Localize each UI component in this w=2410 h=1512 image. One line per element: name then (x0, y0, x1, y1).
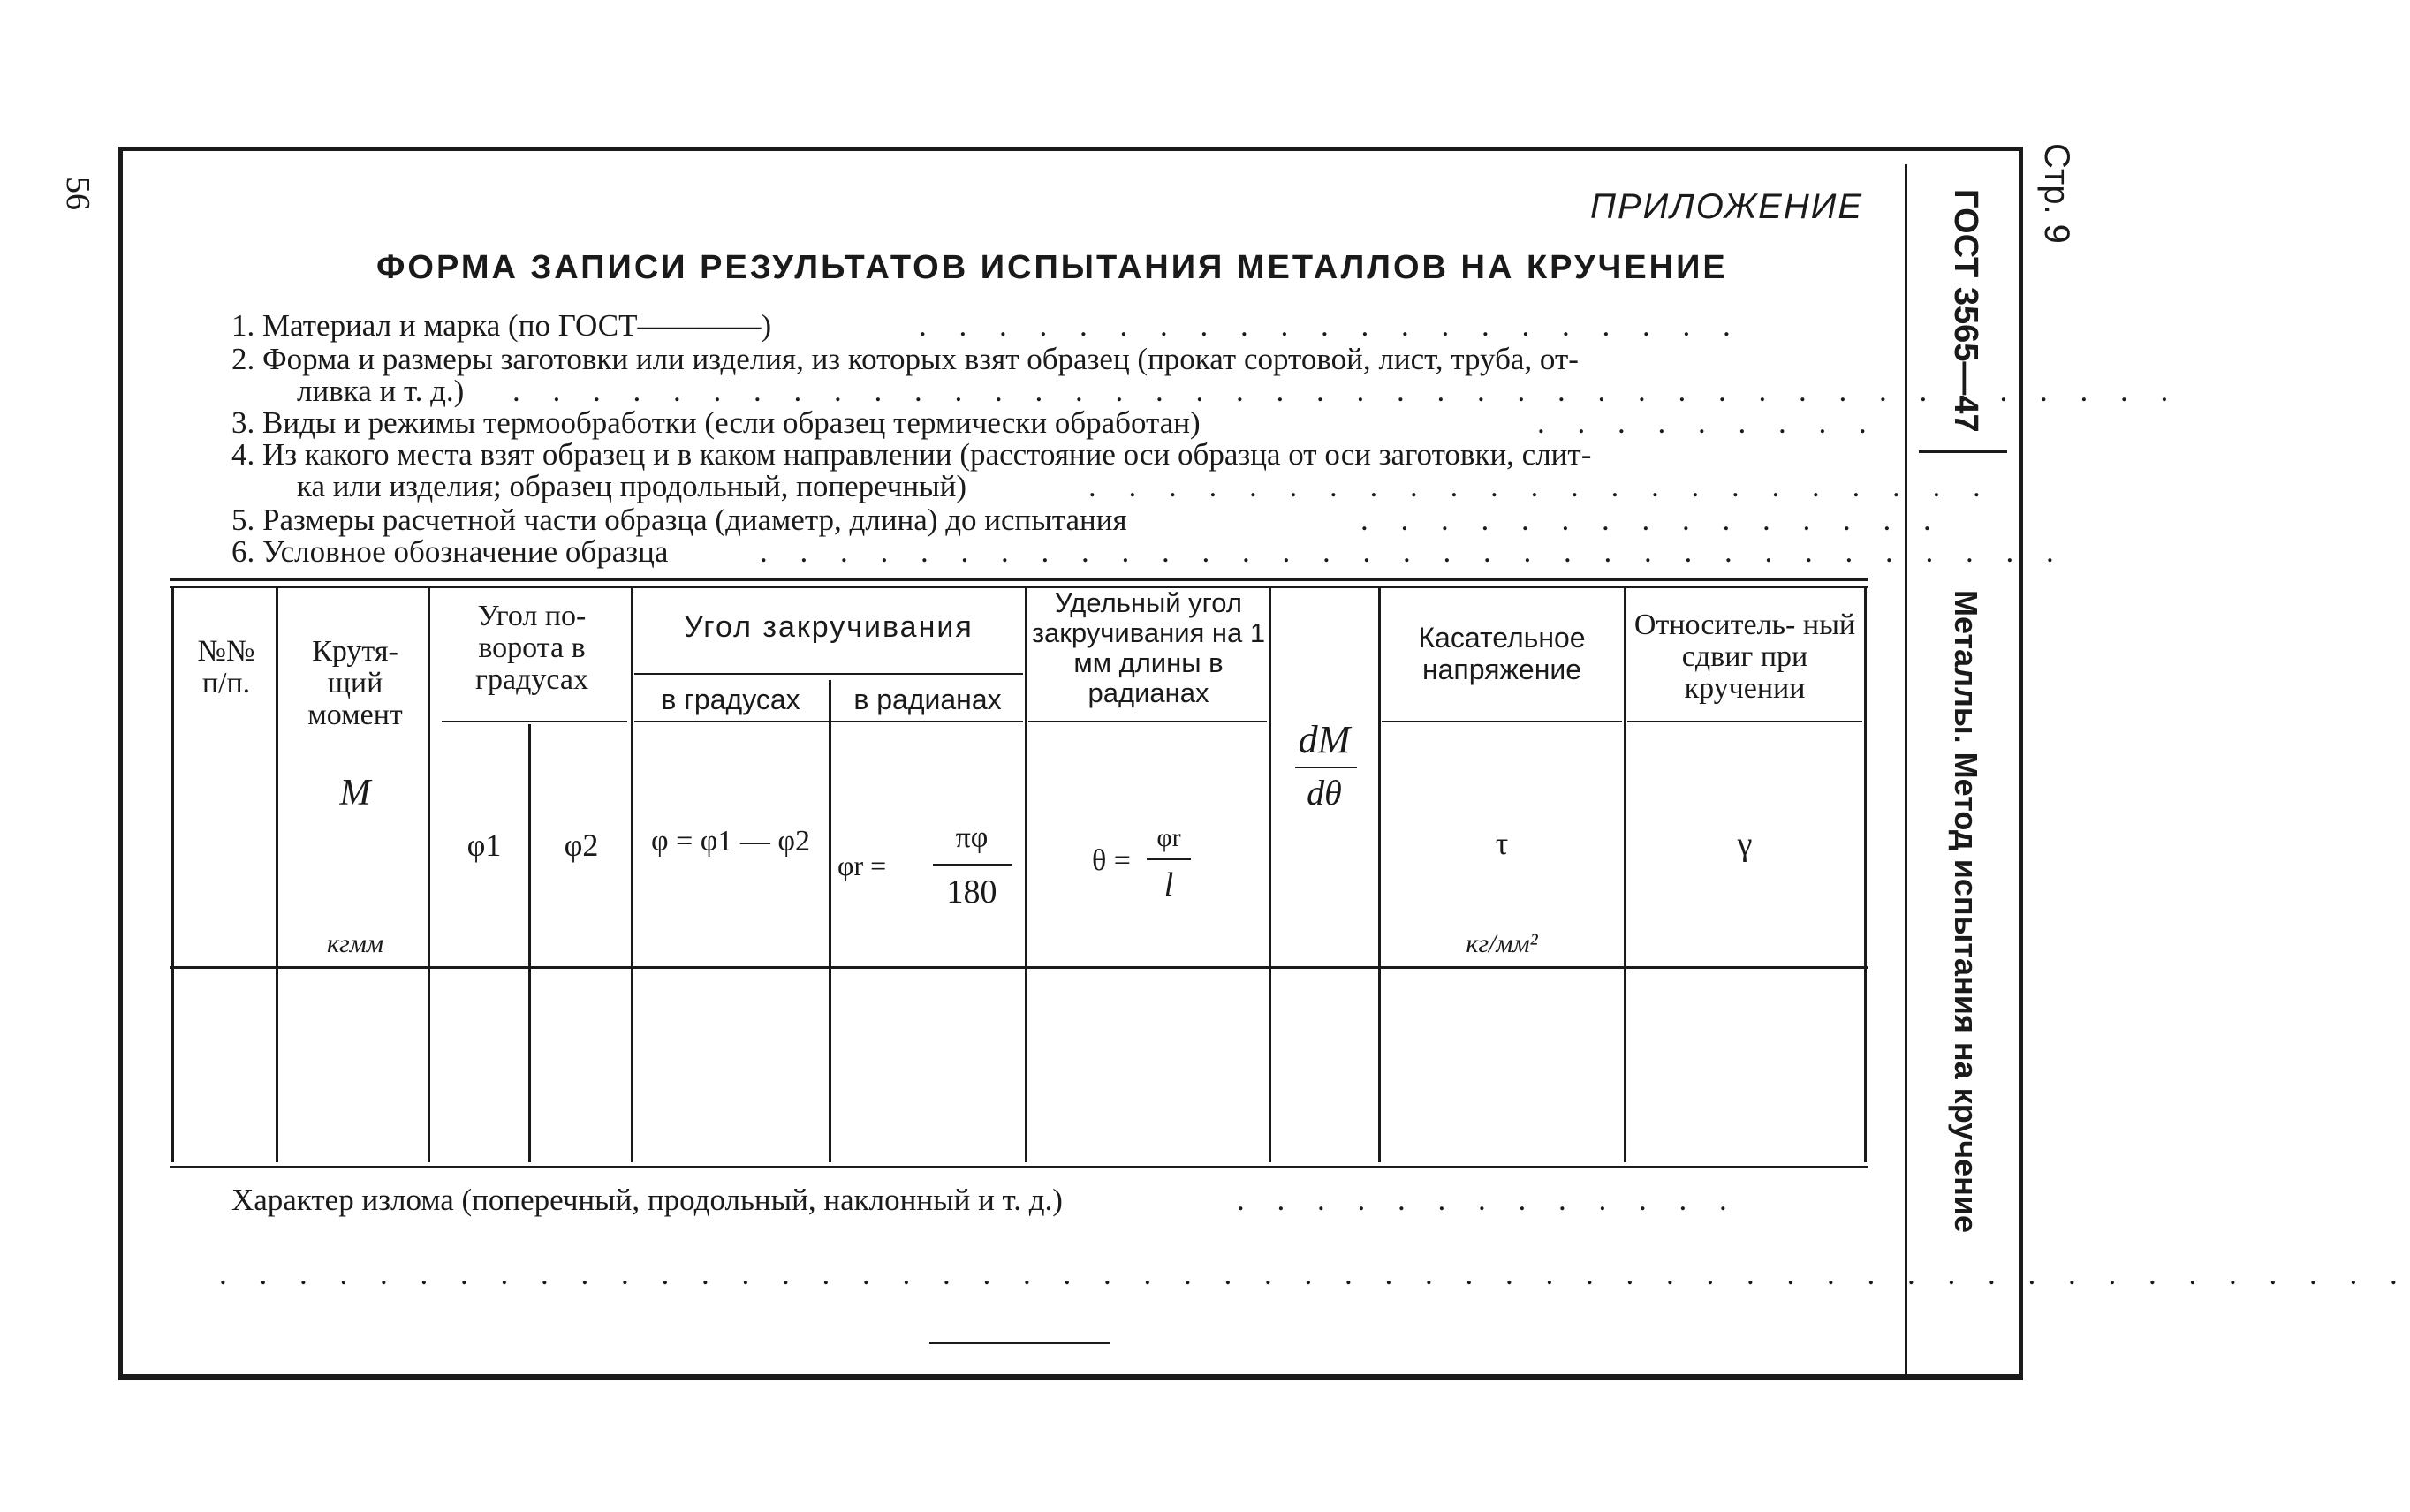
closing-rule (929, 1342, 1110, 1344)
col-line-0 (171, 586, 174, 1162)
twist-radians-den: 180 (946, 873, 997, 911)
item-2-cont: ливка и т. д.) (297, 374, 465, 408)
twist-subrule-bottom (634, 721, 1023, 722)
dmdtheta-num: dM (1298, 718, 1351, 761)
col-line-8 (1378, 586, 1381, 1162)
twist-degrees-header: в градусах (661, 684, 800, 715)
item-2-dots: . . . . . . . . . . . . . . . . . . . . . . . . . . . . . . . . . . . . . . . . . . (512, 374, 2181, 408)
fracture-dots: . . . . . . . . . . . . . (1237, 1183, 1739, 1217)
item-4: 4. Из какого места взят образец и в каком направлении (расстояние оси образца от оси заготовки, слит- (231, 437, 1592, 472)
shear-stress-symbol: τ (1495, 826, 1509, 861)
table-bottom-rule (170, 1166, 1868, 1168)
item-3: 3. Виды и режимы термообработки (если образец термически обработан) (231, 405, 1201, 440)
page-number: 56 (59, 177, 96, 210)
col-shear-stress-header: Касательное напряжение (1418, 622, 1586, 685)
fracture-label: Характер излома (поперечный, продольный, наклонный и т. д.) (231, 1183, 1063, 1217)
col-line-5 (829, 680, 831, 1162)
col-twist-header: Угол закручивания (684, 610, 974, 644)
col-line-9 (1624, 586, 1626, 1162)
moment-unit: кгмм (326, 929, 384, 958)
twist-radians-left: φr = (837, 850, 887, 881)
col-line-7 (1269, 586, 1271, 1162)
phi1-symbol: φ1 (466, 828, 502, 863)
item-6-dots: . . . . . . . . . . . . . . . . . . . . . . . . . . . . . . . . . (760, 534, 2066, 569)
side-strip-divider (1905, 164, 1907, 1378)
table-header-bottom (170, 966, 1868, 969)
specific-frac-bar (1147, 858, 1191, 860)
twist-subrule-top (634, 673, 1023, 675)
shear-stress-unit: кг/мм² (1466, 929, 1538, 958)
twist-radians-header: в радианах (853, 684, 1002, 715)
item-6: 6. Условное обозначение образца (231, 534, 669, 569)
table-top-rule-2 (170, 586, 1868, 588)
twist-radians-frac-bar (933, 864, 1012, 866)
col-line-10 (1864, 586, 1867, 1162)
fracture-blank-dots: . . . . . . . . . . . . . . . . . . . . . . . . . . . . . . . . . . . . . . . . . . . . . . . . . . . . . . . (219, 1257, 2410, 1291)
col-moment-header: Крутя- щий момент (307, 635, 403, 731)
item-2: 2. Форма и размеры заготовки или изделия, из которых взят образец (прокат сортовой, лист, труба, от- (231, 342, 1579, 376)
col-line-6 (1025, 586, 1027, 1162)
specific-formula-den: l (1163, 866, 1174, 903)
shear-strain-subrule (1627, 721, 1862, 722)
specific-formula-left: θ = (1092, 844, 1131, 877)
specific-subrule (1028, 721, 1267, 722)
twist-radians-num: πφ (955, 821, 989, 854)
appendix-label: ПРИЛОЖЕНИЕ (1590, 187, 1864, 226)
side-strip-rule (1919, 450, 2007, 453)
shear-stress-subrule (1382, 721, 1622, 722)
item-5-dots: . . . . . . . . . . . . . . . (1360, 503, 1944, 537)
col-specific-header: Удельный угол закручивания на 1 мм длины в радианах (1031, 587, 1266, 708)
dmdtheta-bar (1295, 767, 1357, 768)
shear-strain-symbol: γ (1737, 826, 1753, 863)
specific-formula-num: φr (1156, 823, 1181, 852)
col-line-1 (276, 586, 278, 1162)
dmdtheta-den: dθ (1307, 773, 1342, 813)
col-line-3 (528, 724, 531, 1162)
item-1-dots: . . . . . . . . . . . . . . . . . . . . . (919, 308, 1743, 343)
phi2-symbol: φ2 (564, 828, 599, 863)
col-shear-strain-header: Относитель- ный сдвиг при кручении (1633, 609, 1856, 705)
rotation-subrule (442, 721, 627, 722)
col-number-header: №№ п/п. (197, 635, 255, 699)
item-3-dots: . . . . . . . . . (1537, 405, 1879, 440)
item-1: 1. Материал и марка (по ГОСТ————) (231, 308, 772, 343)
table-top-rule (170, 578, 1868, 581)
side-page: Стр. 9 (2037, 143, 2076, 244)
col-rotation-header: Угол по- ворота в градусах (475, 600, 588, 696)
side-gost-number: ГОСТ 3565—47 (1947, 189, 1984, 433)
col-line-4 (631, 586, 633, 1162)
col-line-2 (428, 586, 430, 1162)
moment-symbol: M (339, 773, 371, 813)
item-4-dots: . . . . . . . . . . . . . . . . . . . . . . . (1088, 469, 1993, 503)
twist-degrees-formula: φ = φ1 — φ2 (650, 825, 811, 858)
form-title: ФОРМА ЗАПИСИ РЕЗУЛЬТАТОВ ИСПЫТАНИЯ МЕТАЛЛОВ НА КРУЧЕНИЕ (376, 249, 1728, 286)
side-title: Металлы. Метод испытания на кручение (1948, 590, 1984, 1234)
item-4-cont: ка или изделия; образец продольный, поперечный) (297, 469, 967, 503)
item-5: 5. Размеры расчетной части образца (диаметр, длина) до испытания (231, 503, 1127, 537)
